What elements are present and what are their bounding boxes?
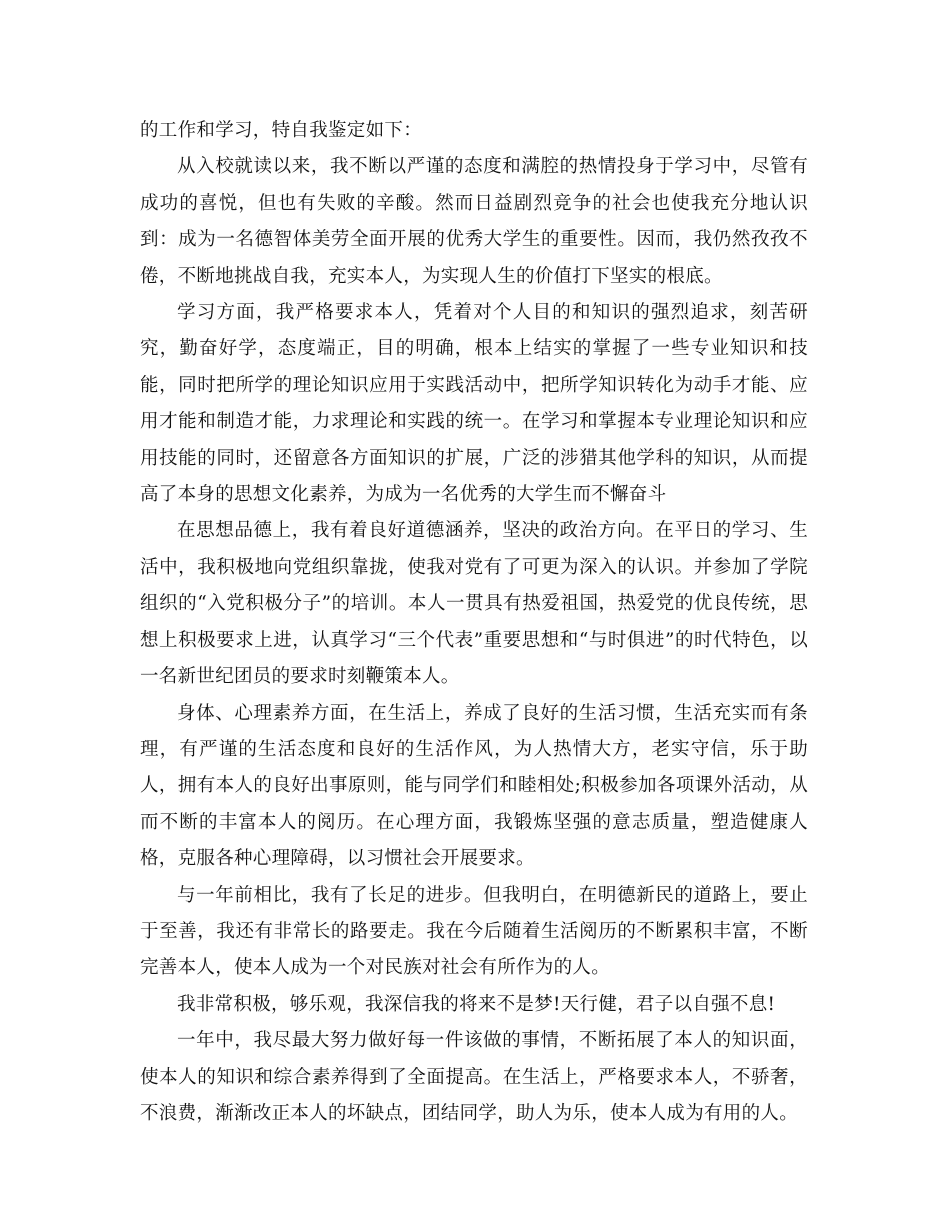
paragraph-summary: 一年中，我尽最大努力做好每一件该做的事情，不断拓展了本人的知识面，使本人的知识和综合素养得到了全面提高。在生活上，严格要求本人，不骄奢，不浪费，渐渐改正本人的坏缺点，团结同学，助人为乐，使本人成为有用的人。 <box>140 1030 808 1124</box>
paragraph-progress: 与一年前相比，我有了长足的进步。但我明白，在明德新民的道路上，要止于至善，我还有非常长的路要走。我在今后随着生活阅历的不断累积丰富，不断完善本人，使本人成为一个对民族对社会有所作为的人。 <box>140 884 808 979</box>
paragraph-continuation: 的工作和学习，特自我鉴定如下： <box>140 120 423 141</box>
paragraph-motto: 我非常积极，够乐观，我深信我的将来不是梦!天行健，君子以自强不息! <box>177 993 776 1015</box>
paragraph-introduction: 从入校就读以来，我不断以严谨的态度和满腔的热情投身于学习中，尽管有成功的喜悦，但也有失败的辛酸。然而日益剧烈竞争的社会也使我充分地认识到：成为一名德智体美劳全面开展的优秀大学生的重要性。因而，我仍然孜孜不倦，不断地挑战自我，充实本人，为实现人生的价值打下坚实的根底。 <box>140 156 808 287</box>
paragraph-ideology: 在思想品德上，我有着良好道德涵养，坚决的政治方向。在平日的学习、生活中，我积极地向党组织靠拢，使我对党有了可更为深入的认识。并参加了学院组织的“入党积极分子”的培训。本人一贯具有热爱祖国，热爱党的优良传统，思想上积极要求上进，认真学习“三个代表”重要思想和“与时俱进”的时代特色，以一名新世纪团员的要求时刻鞭策本人。 <box>140 520 808 688</box>
document-body <box>140 113 808 1132</box>
paragraph-study: 学习方面，我严格要求本人，凭着对个人目的和知识的强烈追求，刻苦研究，勤奋好学，态度端正，目的明确，根本上结实的掌握了一些专业知识和技能，同时把所学的理论知识应用于实践活动中，把所学知识转化为动手才能、应用才能和制造才能，力求理论和实践的统一。在学习和掌握本专业理论知识和应用技能的同时，还留意各方面知识的扩展，广泛的涉猎其他学科的知识，从而提高了本身的思想文化素养，为成为一名优秀的大学生而不懈奋斗 <box>140 302 808 506</box>
paragraph-physical-mental: 身体、心理素养方面，在生活上，养成了良好的生活习惯，生活充实而有条理，有严谨的生活态度和良好的生活作风，为人热情大方，老实守信，乐于助人，拥有本人的良好出事原则，能与同学们和睦相处;积极参加各项课外活动，从而不断的丰富本人的阅历。在心理方面，我锻炼坚强的意志质量，塑造健康人格，克服各种心理障碍，以习惯社会开展要求。 <box>140 702 808 870</box>
